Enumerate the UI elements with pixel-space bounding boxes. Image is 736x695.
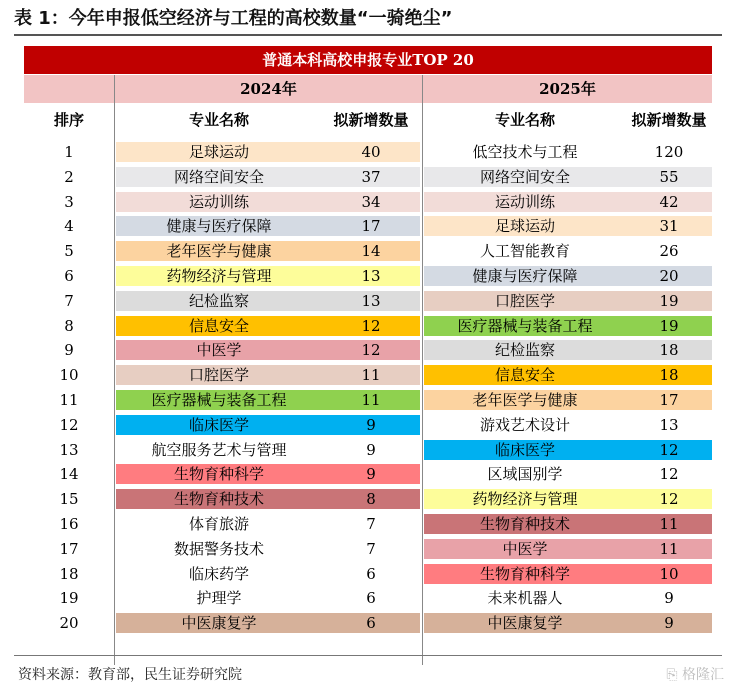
table-row	[24, 388, 712, 412]
source-note: 资料来源：教育部，民生证券研究院	[18, 667, 242, 683]
rank-cell: 5	[64, 242, 74, 261]
rank-column-header: 排序	[53, 111, 84, 129]
major-2025-cell: 口腔医学	[424, 291, 626, 311]
table-row	[24, 363, 712, 387]
major-2025-cell: 信息安全	[424, 365, 626, 385]
major-2024-cell: 足球运动	[116, 142, 322, 162]
major-2025-cell: 未来机器人	[424, 588, 626, 608]
count-2024-cell: 6	[322, 588, 420, 608]
major-2025-cell: 生物育种技术	[424, 514, 626, 534]
count-2025-cell: 10	[626, 564, 712, 584]
table-row	[24, 512, 712, 536]
rank-cell: 19	[59, 589, 79, 608]
major-2024-cell: 体育旅游	[116, 514, 322, 534]
watermark-logo: ⎘ 格隆汇	[666, 667, 724, 683]
table-row	[24, 462, 712, 486]
table-row	[24, 413, 712, 437]
count-2024-cell: 7	[322, 514, 420, 534]
major-2025-cell: 老年医学与健康	[424, 390, 626, 410]
count-2024-cell: 7	[322, 539, 420, 559]
rank-cell: 18	[59, 564, 79, 583]
major-2024-cell: 中医学	[116, 340, 322, 360]
count-2024-cell: 6	[322, 613, 420, 633]
rank-cell: 7	[64, 291, 74, 310]
rank-cell: 13	[59, 440, 79, 459]
major-2024-cell: 中医康复学	[116, 613, 322, 633]
count-2024-cell: 13	[322, 291, 420, 311]
major-2024-cell: 老年医学与健康	[116, 241, 322, 261]
count-2025-cell: 55	[626, 167, 712, 187]
major-2025-cell: 医疗器械与装备工程	[424, 316, 626, 336]
table-row	[24, 264, 712, 288]
major-2025-cell: 区域国别学	[424, 464, 626, 484]
major-2025-cell: 中医康复学	[424, 613, 626, 633]
rank-cell: 1	[64, 143, 74, 161]
rank-cell: 3	[64, 192, 74, 211]
rank-cell: 10	[59, 366, 79, 385]
rank-cell: 4	[64, 217, 74, 236]
rank-cell: 12	[59, 415, 79, 434]
count-2024-cell: 6	[322, 564, 420, 584]
table-banner: 普通本科高校申报专业TOP 20	[24, 46, 712, 74]
count-2025-cell: 20	[626, 266, 712, 286]
column-divider-middle	[422, 75, 423, 665]
major-2024-cell: 药物经济与管理	[116, 266, 322, 286]
count-2025-cell: 120	[626, 142, 712, 162]
rank-cell: 11	[59, 391, 79, 409]
title-rule	[14, 34, 722, 36]
major-2025-cell: 纪检监察	[424, 340, 626, 360]
count-2025-cell: 18	[626, 340, 712, 360]
major-2024-cell: 护理学	[116, 588, 322, 608]
count-2024-cell: 37	[322, 167, 420, 187]
count-2025-cell: 19	[626, 316, 712, 336]
major-2024-cell: 生物育种技术	[116, 489, 322, 509]
rank-cell: 9	[64, 341, 74, 360]
rank-cell: 2	[64, 167, 74, 186]
rank-cell: 6	[64, 267, 74, 285]
major-2024-cell: 网络空间安全	[116, 167, 322, 187]
count-2025-cell: 12	[626, 440, 712, 460]
count-2025-cell: 9	[626, 588, 712, 608]
table-row	[24, 487, 712, 511]
table-row	[24, 190, 712, 214]
count-2025-cell: 11	[626, 514, 712, 534]
major-2024-cell: 信息安全	[116, 316, 322, 336]
count-2024-cell: 40	[322, 142, 420, 162]
table-row	[24, 586, 712, 610]
footer-rule	[14, 655, 722, 656]
count-2024-cell: 11	[322, 390, 420, 410]
major-2024-cell: 健康与医疗保障	[116, 216, 322, 236]
major-2024-cell: 口腔医学	[116, 365, 322, 385]
major-2024-cell: 数据警务技术	[116, 539, 322, 559]
major-2025-cell: 健康与医疗保障	[424, 266, 626, 286]
count-2025-cell: 13	[626, 415, 712, 435]
major-2025-cell: 药物经济与管理	[424, 489, 626, 509]
major-name-2024-header: 专业名称	[188, 111, 249, 129]
table-row	[24, 562, 712, 586]
count-2025-cell: 26	[626, 241, 712, 261]
count-2024-cell: 14	[322, 241, 420, 261]
major-2025-cell: 低空技术与工程	[424, 142, 626, 162]
table-row	[24, 165, 712, 189]
rank-cell: 14	[59, 465, 79, 484]
column-divider-left	[114, 75, 115, 665]
count-2024-cell: 12	[322, 340, 420, 360]
table-row	[24, 214, 712, 238]
major-2025-cell: 运动训练	[424, 192, 626, 212]
table-row	[24, 140, 712, 164]
count-2025-cell: 9	[626, 613, 712, 633]
major-2024-cell: 临床医学	[116, 415, 322, 435]
count-2024-cell: 34	[322, 192, 420, 212]
count-2025-header: 拟新增数量	[631, 111, 707, 129]
rank-column-header-bg	[24, 75, 114, 103]
count-2025-cell: 12	[626, 464, 712, 484]
count-2024-cell: 13	[322, 266, 420, 286]
major-2025-cell: 人工智能教育	[424, 241, 626, 261]
major-2025-cell: 网络空间安全	[424, 167, 626, 187]
page-title: 表 1：今年申报低空经济与工程的高校数量“一骑绝尘”	[14, 8, 453, 29]
count-2025-cell: 17	[626, 390, 712, 410]
major-2024-cell: 运动训练	[116, 192, 322, 212]
major-2025-cell: 中医学	[424, 539, 626, 559]
rank-cell: 8	[64, 316, 74, 335]
rank-cell: 16	[59, 515, 79, 533]
major-2024-cell: 生物育种科学	[116, 464, 322, 484]
count-2024-cell: 12	[322, 316, 420, 336]
major-name-2025-header: 专业名称	[494, 111, 555, 129]
count-2024-cell: 9	[322, 440, 420, 460]
count-2025-cell: 18	[626, 365, 712, 385]
table-row	[24, 239, 712, 263]
table-row	[24, 289, 712, 313]
count-2025-cell: 19	[626, 291, 712, 311]
major-2025-cell: 足球运动	[424, 216, 626, 236]
year-2025-header: 2025年	[423, 75, 712, 103]
major-2025-cell: 生物育种科学	[424, 564, 626, 584]
major-2025-cell: 临床医学	[424, 440, 626, 460]
watermark-text: 格隆汇	[682, 667, 724, 683]
major-2024-cell: 航空服务艺术与管理	[116, 440, 322, 460]
count-2024-cell: 11	[322, 365, 420, 385]
major-2024-cell: 医疗器械与装备工程	[116, 390, 322, 410]
rank-cell: 15	[59, 490, 79, 509]
count-2025-cell: 42	[626, 192, 712, 212]
major-2025-cell: 游戏艺术设计	[424, 415, 626, 435]
count-2024-header: 拟新增数量	[333, 111, 409, 129]
count-2025-cell: 31	[626, 216, 712, 236]
count-2025-cell: 11	[626, 539, 712, 559]
major-2024-cell: 临床药学	[116, 564, 322, 584]
table-row	[24, 338, 712, 362]
year-2024-header: 2024年	[115, 75, 422, 103]
count-2024-cell: 8	[322, 489, 420, 509]
count-2025-cell: 12	[626, 489, 712, 509]
table-row	[24, 438, 712, 462]
count-2024-cell: 9	[322, 415, 420, 435]
table-row	[24, 611, 712, 635]
rank-cell: 17	[59, 539, 79, 558]
rank-cell: 20	[59, 614, 79, 633]
table-row	[24, 314, 712, 338]
major-2024-cell: 纪检监察	[116, 291, 322, 311]
table-row	[24, 537, 712, 561]
count-2024-cell: 9	[322, 464, 420, 484]
count-2024-cell: 17	[322, 216, 420, 236]
